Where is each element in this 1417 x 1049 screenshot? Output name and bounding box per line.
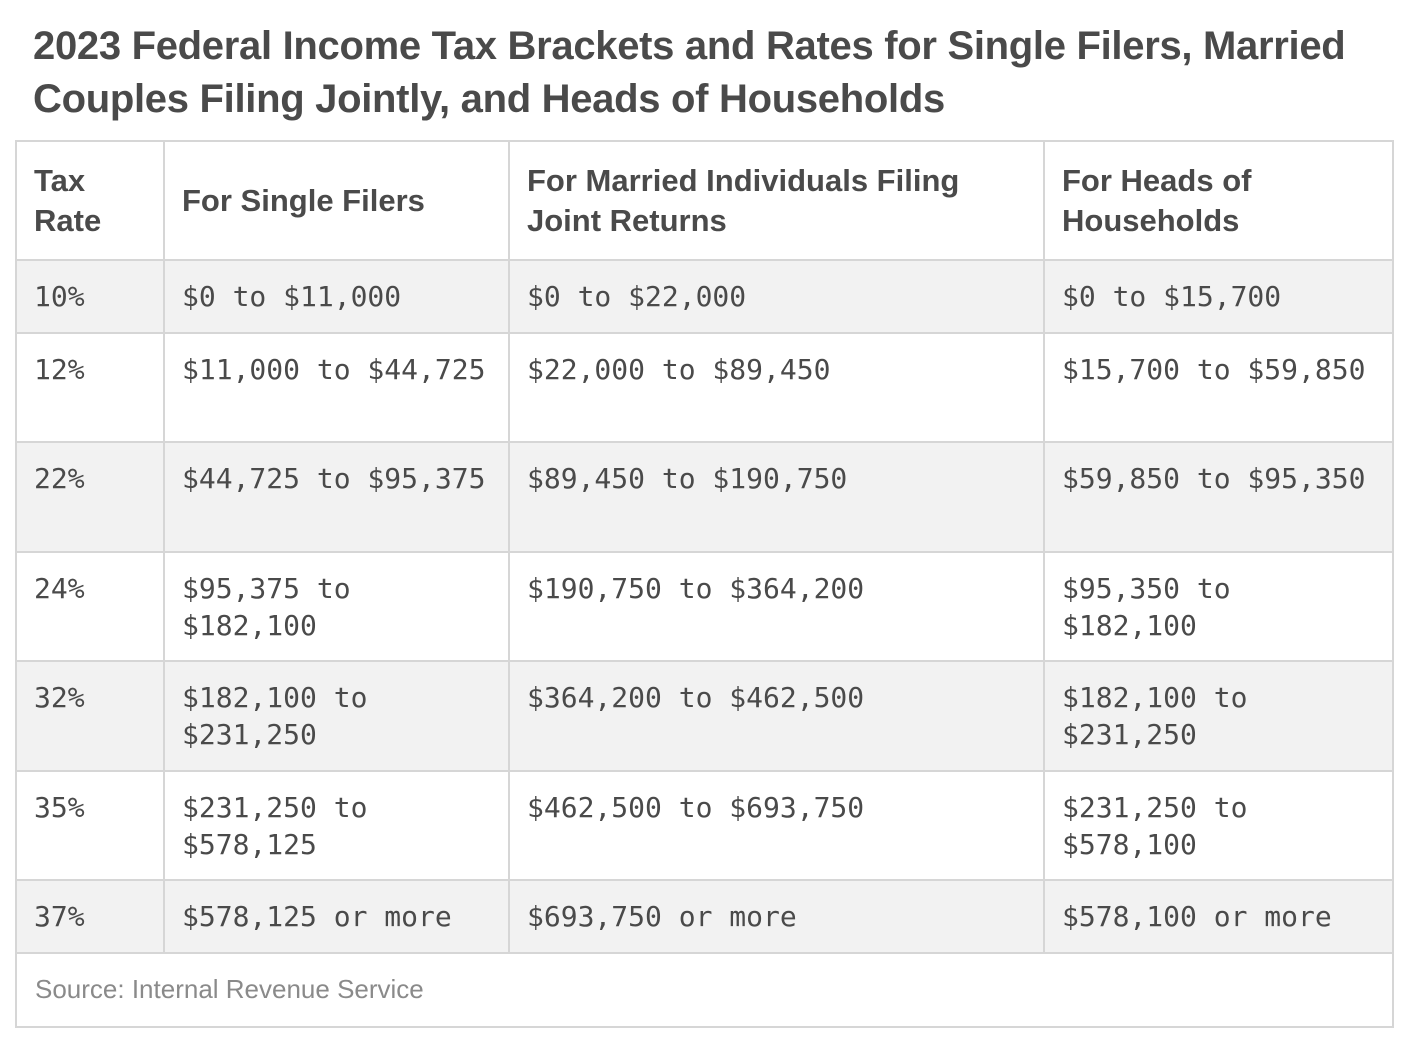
cell-single-filers: $231,250 to $578,125 <box>164 771 509 880</box>
table-header-row <box>17 142 1392 260</box>
cell-tax-rate: 22% <box>17 442 164 552</box>
page-title: 2023 Federal Income Tax Brackets and Rates for Single Filers, Married Couples Filing Jointly, and Heads of Households <box>33 24 1346 121</box>
cell-married-joint: $89,450 to $190,750 <box>509 442 1044 552</box>
cell-heads-of-households: $578,100 or more <box>1044 880 1392 953</box>
tax-brackets-table-container <box>15 140 1394 1028</box>
table-row <box>17 442 1392 552</box>
cell-heads-of-households: $182,100 to $231,250 <box>1044 661 1392 771</box>
cell-heads-of-households: $59,850 to $95,350 <box>1044 442 1392 552</box>
table-row <box>17 260 1392 333</box>
cell-tax-rate: 24% <box>17 552 164 661</box>
cell-tax-rate: 10% <box>17 260 164 333</box>
cell-heads-of-households: $15,700 to $59,850 <box>1044 333 1392 442</box>
header-tax-rate: Tax Rate <box>17 142 164 260</box>
cell-tax-rate: 12% <box>17 333 164 442</box>
cell-married-joint: $0 to $22,000 <box>509 260 1044 333</box>
cell-married-joint: $190,750 to $364,200 <box>509 552 1044 661</box>
cell-married-joint: $22,000 to $89,450 <box>509 333 1044 442</box>
cell-single-filers: $182,100 to $231,250 <box>164 661 509 771</box>
cell-tax-rate: 32% <box>17 661 164 771</box>
header-heads-of-households: For Heads of Households <box>1044 142 1392 260</box>
cell-tax-rate: 37% <box>17 880 164 953</box>
cell-married-joint: $462,500 to $693,750 <box>509 771 1044 880</box>
source-note: Source: Internal Revenue Service <box>35 974 424 1004</box>
table-row <box>17 333 1392 442</box>
table-row <box>17 771 1392 880</box>
cell-single-filers: $0 to $11,000 <box>164 260 509 333</box>
cell-married-joint: $693,750 or more <box>509 880 1044 953</box>
cell-single-filers: $11,000 to $44,725 <box>164 333 509 442</box>
cell-heads-of-households: $0 to $15,700 <box>1044 260 1392 333</box>
cell-tax-rate: 35% <box>17 771 164 880</box>
tax-brackets-table <box>17 142 1392 954</box>
cell-heads-of-households: $95,350 to $182,100 <box>1044 552 1392 661</box>
cell-single-filers: $578,125 or more <box>164 880 509 953</box>
header-single-filers: For Single Filers <box>164 142 509 260</box>
header-married-joint: For Married Individuals Filing Joint Returns <box>509 142 1044 260</box>
table-row <box>17 661 1392 771</box>
cell-married-joint: $364,200 to $462,500 <box>509 661 1044 771</box>
cell-single-filers: $44,725 to $95,375 <box>164 442 509 552</box>
cell-single-filers: $95,375 to $182,100 <box>164 552 509 661</box>
cell-heads-of-households: $231,250 to $578,100 <box>1044 771 1392 880</box>
table-row <box>17 552 1392 661</box>
table-row <box>17 880 1392 953</box>
